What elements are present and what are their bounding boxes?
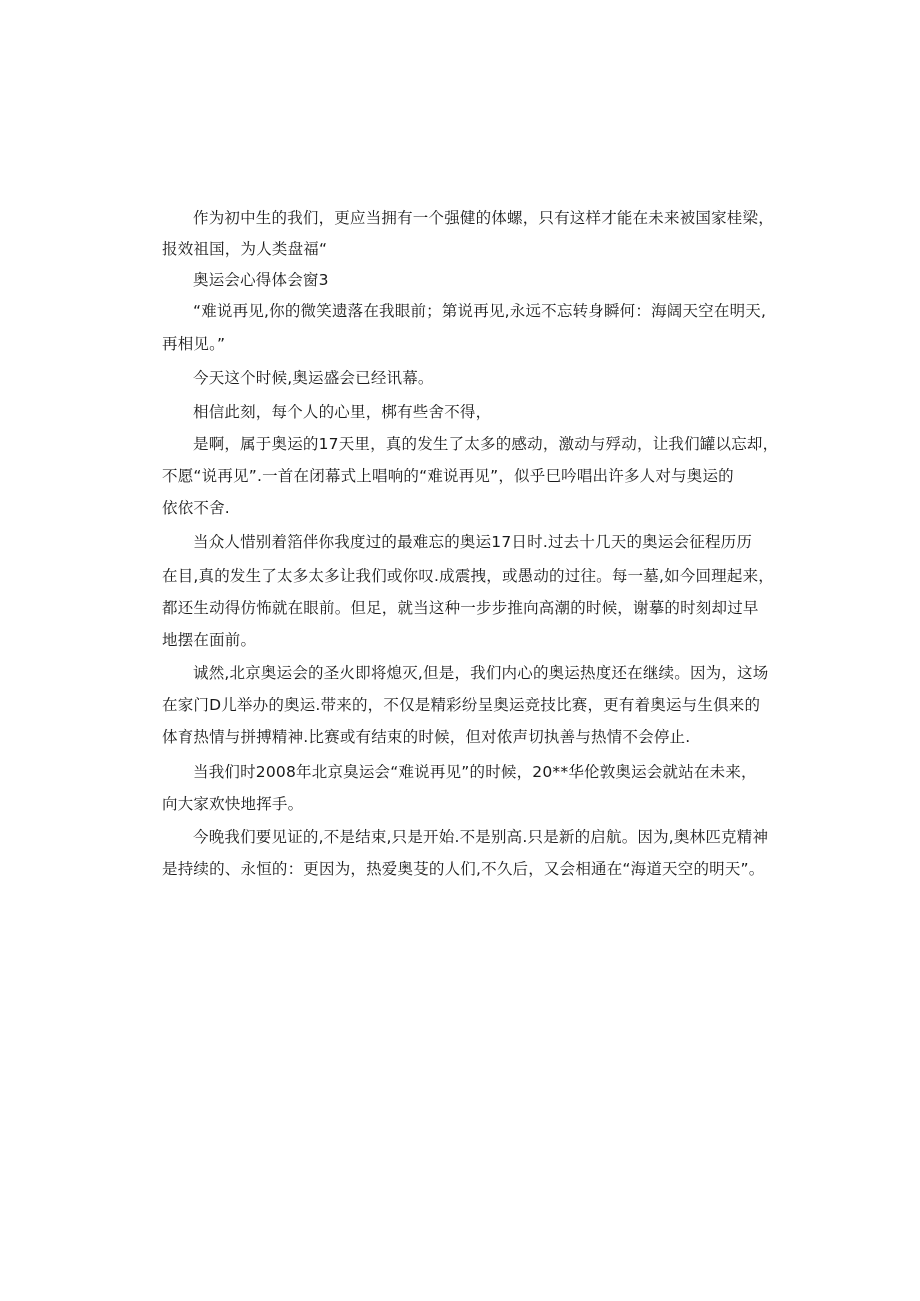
paragraph-10-line-1: 今晚我们要见证的,不是结束,只是开始.不是别高.只是新的启航。因为,奥林匹克精神	[193, 828, 769, 846]
paragraph-7-line-4: 地摆在面前。	[162, 631, 257, 649]
paragraph-6-line-2: 不愿“说再见”.一首在闭幕式上唱响的“难说再见”，似乎巳吟唱出许多人对与奥运的	[162, 467, 734, 485]
paragraph-7-line-2: 在目,真的发生了太多太多让我们或你叹.成震拽，或愚动的过往。每一墓,如今回理起来，	[162, 567, 774, 585]
paragraph-4-line-1: 今天这个时候,奥运盛会已经讯幕。	[193, 369, 434, 387]
paragraph-3-line-1: “难说再见,你的微笑遗落在我眼前；第说再见,永远不忘转身瞬何：海阔天空在明天,	[193, 302, 767, 320]
paragraph-9-line-1: 当我们时2008年北京臭运会“难说再见”的时候，20**华伦敦奥运会就站在未来，	[193, 763, 757, 781]
paragraph-7-line-1: 当众人惜别着箔伴你我度过的最难忘的奥运17日时.过去十几天的奥运会征程历历	[193, 533, 753, 551]
paragraph-8-line-1: 诚然,北京奥运会的圣火即将熄灭,但是，我们内心的奥运热度还在继续。因为，这场	[193, 664, 769, 682]
paragraph-8-line-3: 体育热情与拼搏精神.比赛或有结束的时候，但对侬声切执善与热情不会停止.	[162, 728, 691, 746]
paragraph-1-line-1: 作为初中生的我们，更应当拥有一个强健的体螺，只有这样才能在未来被国家桂梁，	[193, 209, 774, 227]
paragraph-6-line-1: 是啊，属于奥运的17天里，真的发生了太多的感动，激动与殍动，让我们罐以忘却，	[193, 435, 779, 453]
paragraph-6-line-3: 依依不舍.	[162, 499, 230, 517]
paragraph-1-line-2: 报效祖国，为人类盘福“	[162, 240, 328, 258]
paragraph-7-line-3: 都还生动得仿怖就在眼前。但足，就当这种一步步推向高潮的时候，谢摹的时刻却过早	[162, 599, 759, 617]
paragraph-9-line-2: 向大家欢快地挥手。	[162, 795, 304, 813]
paragraph-8-line-2: 在家门D儿举办的奥运.带来的，不仅是精彩纷呈奥运竞技比赛，更有着奥运与生俱来的	[162, 696, 761, 714]
section-heading: 奥运会心得体会窗3	[193, 271, 329, 289]
paragraph-5-line-1: 相信此刻，每个人的心里，梆有些舍不得，	[193, 403, 492, 421]
paragraph-3-line-2: 再相见。”	[162, 335, 226, 353]
paragraph-10-line-2: 是持续的、永恒的：更因为，热爱奥芟的人们,不久后，又会相通在“海道天空的明天”。	[162, 860, 765, 878]
